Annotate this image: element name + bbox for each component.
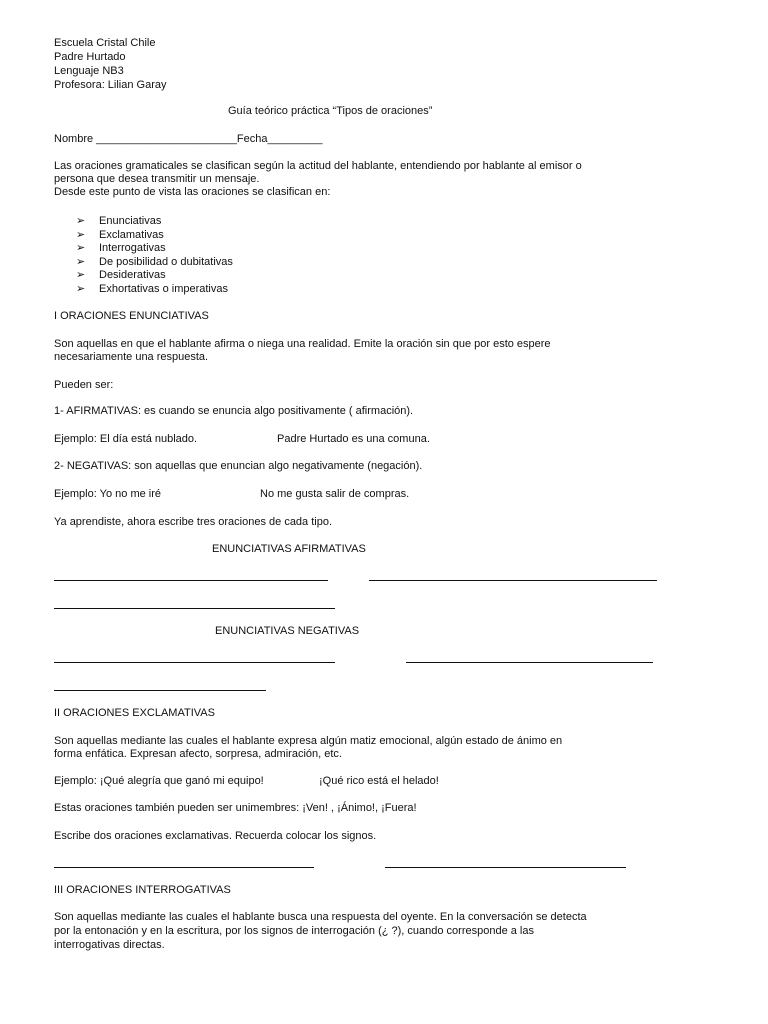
section3-def-2: por la entonación y en la escritura, por los signos de interrogación (¿ ?), cuando corresponde a las bbox=[54, 925, 534, 937]
arrow-bullet-icon: ➢ bbox=[76, 269, 86, 281]
afirmativas-definition: 1- AFIRMATIVAS: es cuando se enuncia algo positivamente ( afirmación). bbox=[54, 405, 414, 417]
name-date-line: Nombre _______________________Fecha_________ bbox=[54, 133, 323, 145]
section3-def-1: Son aquellas mediante las cuales el hablante busca una respuesta del oyente. En la conversación se detecta bbox=[54, 911, 587, 923]
section1-def-1: Son aquellas en que el hablante afirma o niega una realidad. Emite la oración sin que por esto espere bbox=[54, 338, 551, 350]
answer-line[interactable] bbox=[54, 662, 335, 663]
list-item: Enunciativas bbox=[99, 215, 162, 227]
section3-def-3: interrogativas directas. bbox=[54, 939, 165, 951]
section1-heading: I ORACIONES ENUNCIATIVAS bbox=[54, 310, 209, 322]
section1-pueden: Pueden ser: bbox=[54, 379, 114, 391]
subheading-negativas: ENUNCIATIVAS NEGATIVAS bbox=[215, 625, 360, 637]
intro-line-2: persona que desea transmitir un mensaje. bbox=[54, 173, 260, 185]
list-item: De posibilidad o dubitativas bbox=[99, 256, 233, 268]
exclamative-example-b: ¡Qué rico está el helado! bbox=[319, 775, 439, 787]
intro-line-1: Las oraciones gramaticales se clasifican según la actitud del hablante, entendiendo por hablante al emisor o bbox=[54, 160, 582, 172]
example-2b: No me gusta salir de compras. bbox=[260, 488, 410, 500]
school-place: Padre Hurtado bbox=[54, 51, 126, 63]
answer-line[interactable] bbox=[385, 867, 626, 868]
document-title: Guía teórico práctica “Tipos de oraciones” bbox=[228, 105, 433, 117]
list-item: Exhortativas o imperativas bbox=[99, 283, 228, 295]
negativas-definition: 2- NEGATIVAS: son aquellas que enuncian algo negativamente (negación). bbox=[54, 460, 423, 472]
exclamative-example-a: Ejemplo: ¡Qué alegría que ganó mi equipo! bbox=[54, 775, 264, 787]
section2-task: Escribe dos oraciones exclamativas. Recuerda colocar los signos. bbox=[54, 830, 377, 842]
list-item: Desiderativas bbox=[99, 269, 166, 281]
section2-def-1: Son aquellas mediante las cuales el hablante expresa algún matiz emocional, algún estado de ánimo en bbox=[54, 735, 563, 747]
arrow-bullet-icon: ➢ bbox=[76, 215, 86, 227]
arrow-bullet-icon: ➢ bbox=[76, 229, 86, 241]
example-1a: Ejemplo: El día está nublado. bbox=[54, 433, 198, 445]
answer-line[interactable] bbox=[369, 580, 657, 581]
section1-task: Ya aprendiste, ahora escribe tres oraciones de cada tipo. bbox=[54, 516, 333, 528]
subheading-afirmativas: ENUNCIATIVAS AFIRMATIVAS bbox=[212, 543, 366, 555]
section3-heading: III ORACIONES INTERROGATIVAS bbox=[54, 884, 231, 896]
arrow-bullet-icon: ➢ bbox=[76, 256, 86, 268]
section2-def-2: forma enfática. Expresan afecto, sorpresa, admiración, etc. bbox=[54, 748, 342, 760]
unimembres-text: Estas oraciones también pueden ser unimembres: ¡Ven! , ¡Ánimo!, ¡Fuera! bbox=[54, 802, 417, 814]
school-name: Escuela Cristal Chile bbox=[54, 37, 156, 49]
arrow-bullet-icon: ➢ bbox=[76, 283, 86, 295]
answer-line[interactable] bbox=[54, 608, 335, 609]
list-item: Interrogativas bbox=[99, 242, 166, 254]
arrow-bullet-icon: ➢ bbox=[76, 242, 86, 254]
intro-line-3: Desde este punto de vista las oraciones se clasifican en: bbox=[54, 186, 331, 198]
answer-line[interactable] bbox=[54, 580, 328, 581]
answer-line[interactable] bbox=[54, 690, 266, 691]
example-1b: Padre Hurtado es una comuna. bbox=[277, 433, 430, 445]
section1-def-2: necesariamente una respuesta. bbox=[54, 351, 209, 363]
list-item: Exclamativas bbox=[99, 229, 164, 241]
course-name: Lenguaje NB3 bbox=[54, 65, 124, 77]
example-2a: Ejemplo: Yo no me iré bbox=[54, 488, 162, 500]
answer-line[interactable] bbox=[406, 662, 653, 663]
teacher-name: Profesora: Lilian Garay bbox=[54, 79, 167, 91]
answer-line[interactable] bbox=[54, 867, 314, 868]
section2-heading: II ORACIONES EXCLAMATIVAS bbox=[54, 707, 215, 719]
